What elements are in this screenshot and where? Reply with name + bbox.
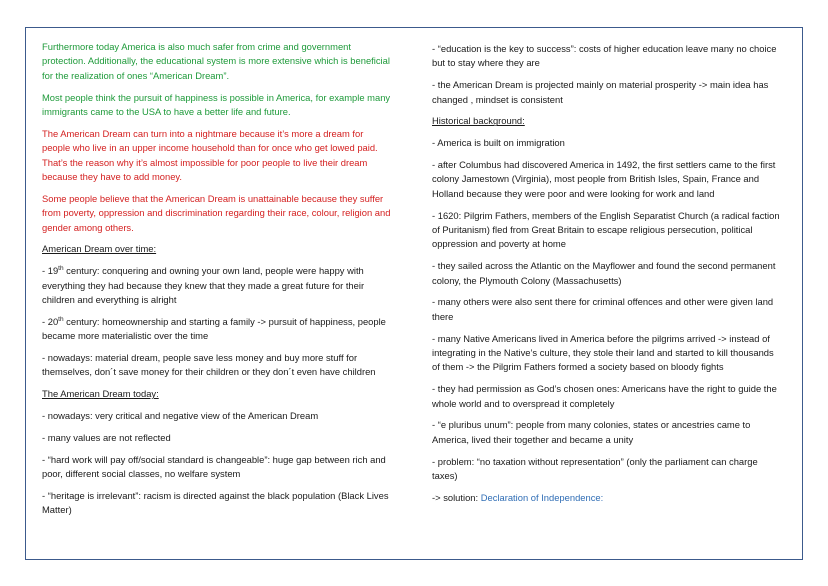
item-19th-text: century: conquering and owning your own land, people were happy with everything they had because they knew that they made a great future for their children and everything is alright bbox=[42, 265, 365, 306]
item-gods-chosen: - they had permission as God’s chosen ones: Americans have the right to guide the whole world and to overspread it completely bbox=[432, 383, 777, 409]
declaration-link[interactable]: Declaration of Independence: bbox=[480, 491, 604, 503]
item-e-pluribus-unum: - “e pluribus unum”: people from many colonies, states or ancestries came to America, lived their together and became a unity bbox=[432, 419, 751, 445]
paragraph-unattainable: Some people believe that the American Dream is unattainable because they suffer from poverty, oppression and discrimination regarding their race, colour, religion and gender among others. bbox=[42, 192, 391, 233]
item-20th-prefix: - 20 bbox=[42, 315, 59, 327]
item-1620: - 1620: Pilgrim Fathers, members of the English Separatist Church (a radical faction of Puritanism) fled from Great Britain to escape religious persecution, political oppression and poverty at home bbox=[432, 209, 780, 250]
item-columbus: - after Columbus had discovered America in 1492, the first settlers came to the first colony Jamestown (Virginia), most people from British Isles, Spain, France and Holland because they were poor and were looking for work and land bbox=[432, 159, 776, 199]
heading-today: The American Dream today: bbox=[42, 388, 159, 400]
item-immigration: - America is built on immigration bbox=[432, 137, 565, 149]
left-column bbox=[42, 40, 392, 525]
item-heritage: - “heritage is irrelevant”: racism is directed against the black population (Black Lives Matter) bbox=[42, 489, 389, 516]
item-20th-sup: th bbox=[58, 315, 64, 323]
item-solution bbox=[432, 491, 784, 505]
item-native-americans: - many Native Americans lived in America before the pilgrims arrived -> instead of integrating in the Native’s culture, they stole their land and started to kill thousands of them -> the Pilgrim Fathers formed a society based on bloody fights bbox=[432, 332, 774, 373]
item-mayflower: - they sailed across the Atlantic on the Mayflower and found the second permanent colony, the Plymouth Colony (Massachusetts) bbox=[432, 260, 776, 286]
item-19th-prefix: - 19 bbox=[42, 265, 59, 277]
item-taxation: - problem: “no taxation without representation” (only the parliament can charge taxes) bbox=[432, 455, 758, 482]
item-values: - many values are not reflected bbox=[42, 431, 171, 443]
item-hard-work: - “hard work will pay off/social standard is changeable”: huge gap between rich and poor, different social classes, no welfare system bbox=[42, 453, 386, 480]
item-material-prosperity: - the American Dream is projected mainly on material prosperity -> main idea has changed , mindset is consistent bbox=[432, 79, 769, 105]
solution-prefix: -> solution: bbox=[432, 491, 481, 503]
item-critical-view: - nowadays: very critical and negative view of the American Dream bbox=[42, 410, 319, 422]
paragraph-nightmare: The American Dream can turn into a nightmare because it’s more a dream for people who live in an upper income household than for once who get lowed paid. That’s the reason why it’s almost impossible for poor people to live their dream because they have to add money. bbox=[42, 127, 378, 183]
item-education: - “education is the key to success”: costs of higher education leave many no choice but to stay where they are bbox=[432, 43, 777, 69]
item-20th-century bbox=[42, 315, 392, 344]
heading-over-time: American Dream over time: bbox=[42, 243, 157, 255]
item-20th-text: century: homeownership and starting a family -> pursuit of happiness, people became more materialistic over the time bbox=[42, 315, 386, 342]
item-nowadays-material: - nowadays: material dream, people save less money and buy more stuff for themselves, don´t save money for their children or they don´t even have children bbox=[42, 352, 376, 378]
paragraph-pursuit-of-happiness: Most people think the pursuit of happiness is possible in America, for example many immigrants came to the USA to have a better life and future. bbox=[42, 91, 391, 118]
paragraph-safety: Furthermore today America is also much safer from crime and government protection. Additionally, the educational system is more extensive which is beneficial for the realization of ones “American Dream”. bbox=[42, 41, 390, 81]
item-19th-century bbox=[42, 264, 392, 307]
item-criminal-offences: - many others were also sent there for criminal offences and other were given land there bbox=[432, 296, 774, 322]
right-column bbox=[432, 42, 784, 513]
heading-historical: Historical background: bbox=[432, 115, 525, 127]
item-19th-sup: th bbox=[58, 265, 64, 273]
